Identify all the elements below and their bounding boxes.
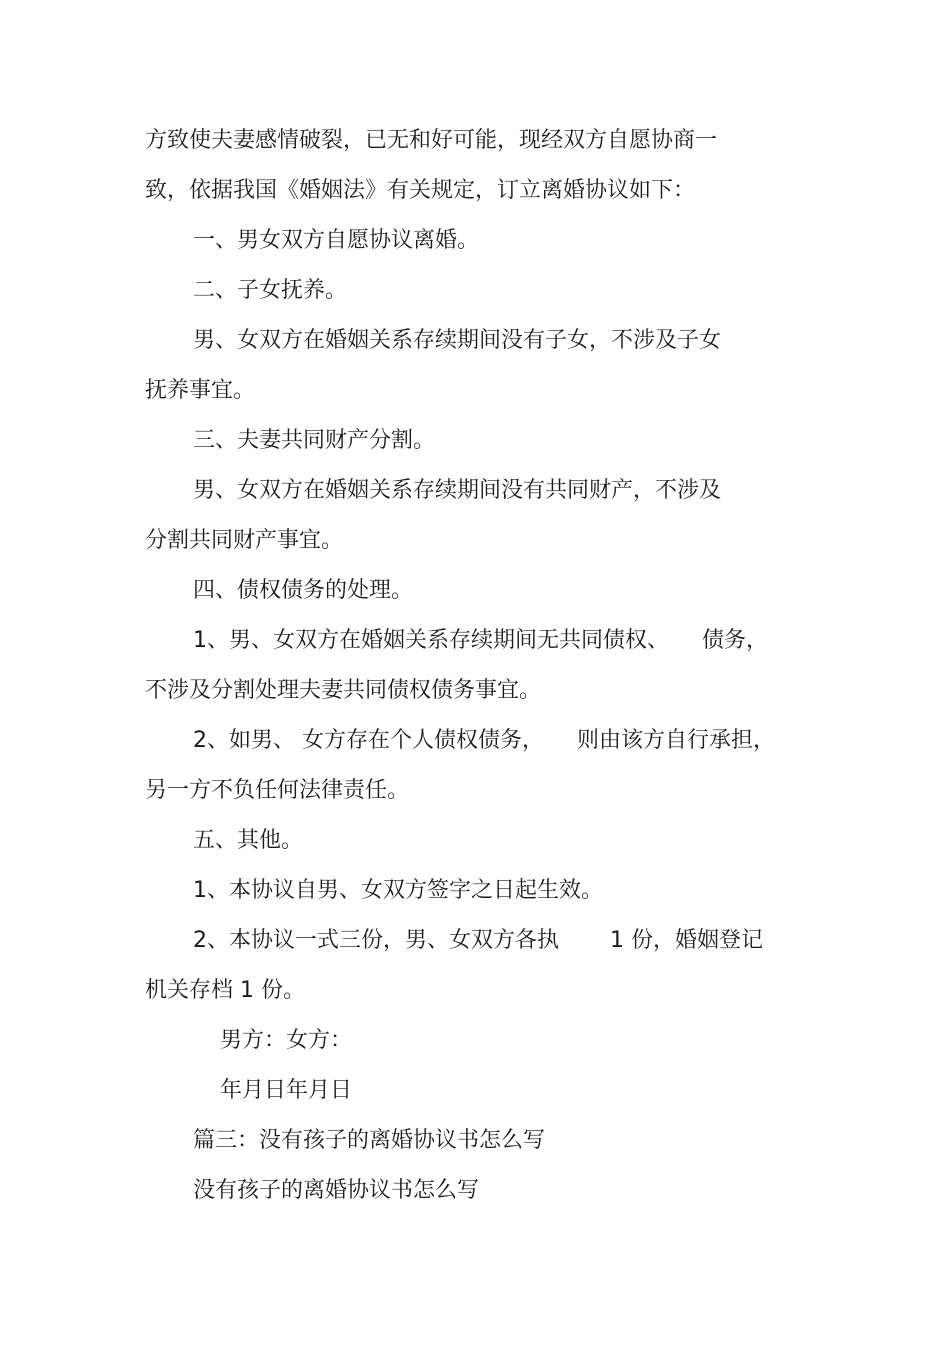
- paragraph-line: 不涉及分割处理夫妻共同债权债务事宜。: [145, 678, 542, 703]
- section-heading: 五、其他。: [193, 828, 304, 853]
- paragraph-line: 2、如男、 女方存在个人债权债务， 则由该方自行承担，: [193, 728, 775, 753]
- date-labels: 年月日年月日: [220, 1078, 353, 1103]
- paragraph-line: 男、女双方在婚姻关系存续期间没有共同财产，不涉及: [193, 478, 722, 503]
- signature-labels: 男方：女方：: [220, 1028, 353, 1053]
- paragraph-line: 另一方不负任何法律责任。: [145, 778, 410, 803]
- paragraph-line: 男、女双方在婚姻关系存续期间没有子女，不涉及子女: [193, 328, 722, 353]
- paragraph-line: 分割共同财产事宜。: [145, 528, 344, 553]
- paragraph-line: 2、本协议一式三份，男、女双方各执 1 份，婚姻登记: [193, 928, 763, 953]
- paragraph-line: 1、男、女双方在婚姻关系存续期间无共同债权、 债务，: [193, 628, 768, 653]
- article-title: 没有孩子的离婚协议书怎么写: [193, 1178, 480, 1203]
- paragraph-line: 1、本协议自男、女双方签字之日起生效。: [193, 878, 603, 903]
- paragraph-line: 致，依据我国《婚姻法》有关规定，订立离婚协议如下：: [145, 178, 696, 203]
- paragraph-line: 方致使夫妻感情破裂，已无和好可能，现经双方自愿协商一: [145, 128, 718, 153]
- section-heading: 一、男女双方自愿协议离婚。: [193, 228, 480, 253]
- paragraph-line: 抚养事宜。: [145, 378, 256, 403]
- section-heading: 二、子女抚养。: [193, 278, 348, 303]
- section-heading: 三、夫妻共同财产分割。: [193, 428, 436, 453]
- article-heading: 篇三：没有孩子的离婚协议书怎么写: [193, 1128, 546, 1153]
- section-heading: 四、债权债务的处理。: [193, 578, 414, 603]
- paragraph-line: 机关存档 1 份。: [145, 978, 305, 1003]
